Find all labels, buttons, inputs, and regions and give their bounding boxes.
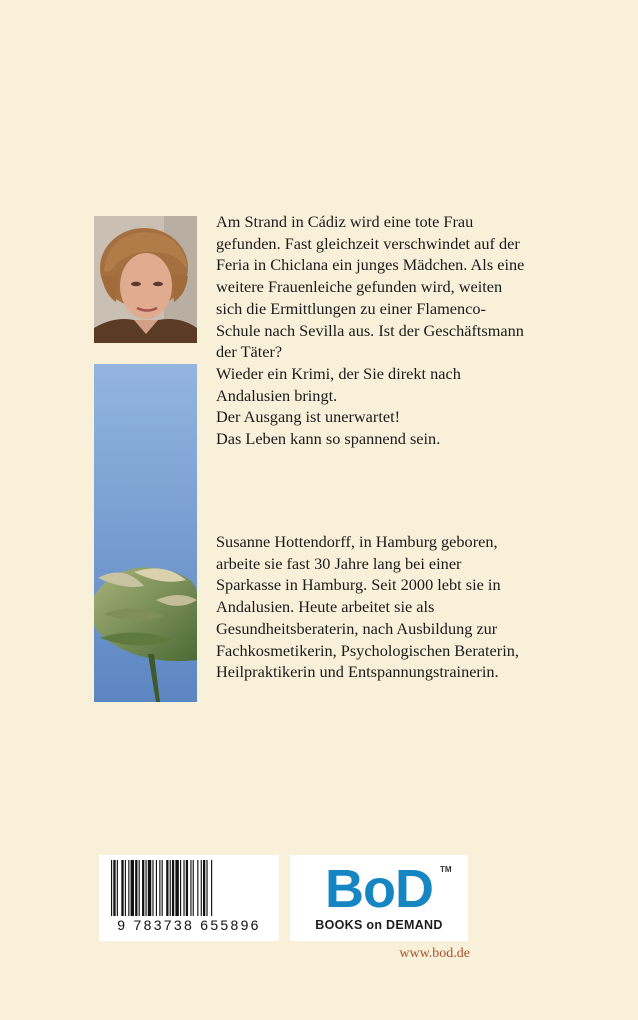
- publisher-url[interactable]: www.bod.de: [399, 946, 470, 961]
- bio-line: Gesundheitsberaterin, nach Ausbildung zur: [216, 618, 498, 638]
- bio-line: arbeite sie fast 30 Jahre lang bei einer: [216, 553, 462, 573]
- blurb-line: der Täter?: [216, 342, 283, 362]
- blurb-line: Das Leben kann so spannend sein.: [216, 429, 441, 449]
- bio-line: Fachkosmetikerin, Psychologischen Beraterin,: [216, 640, 519, 660]
- blurb-line: Feria in Chiclana ein junges Mädchen. Als eine: [216, 255, 525, 275]
- blurb-line: Schule nach Sevilla aus. Ist der Geschäftsmann: [216, 320, 524, 340]
- author-photo: [94, 216, 197, 343]
- blurb-line: Am Strand in Cádiz wird eine tote Frau: [216, 212, 474, 231]
- bio-line: Susanne Hottendorff, in Hamburg geboren,: [216, 532, 498, 551]
- blurb-line: Andalusien bringt.: [216, 385, 338, 405]
- blurb-line: sich die Ermittlungen zu einer Flamenco-: [216, 298, 486, 318]
- publisher-logo: [290, 855, 468, 941]
- blurb-text: [216, 211, 538, 450]
- blurb-line: gefunden. Fast gleichzeit verschwindet auf der: [216, 233, 520, 253]
- trademark-mark: TM: [440, 865, 452, 874]
- author-bio: [216, 531, 538, 683]
- bio-line: Sparkasse in Hamburg. Seit 2000 lebt sie in: [216, 575, 501, 595]
- bio-line: Andalusien. Heute arbeitet sie als: [216, 597, 435, 617]
- blurb-line: weitere Frauenleiche gefunden wird, weiten: [216, 277, 503, 297]
- bod-logo-text: BoD: [325, 859, 433, 919]
- barcode-bars: [105, 860, 273, 918]
- bio-line: Heilpraktikerin und Entspannungstrainerin.: [216, 662, 499, 682]
- sky-flower-image: [94, 364, 197, 702]
- blurb-line: Der Ausgang ist unerwartet!: [216, 407, 401, 427]
- publisher-tagline: BOOKS on DEMAND: [315, 918, 443, 932]
- isbn-number: 9 783738 655896: [117, 917, 261, 933]
- isbn-barcode: [99, 855, 279, 941]
- blurb-line: Wieder ein Krimi, der Sie direkt nach: [216, 363, 461, 383]
